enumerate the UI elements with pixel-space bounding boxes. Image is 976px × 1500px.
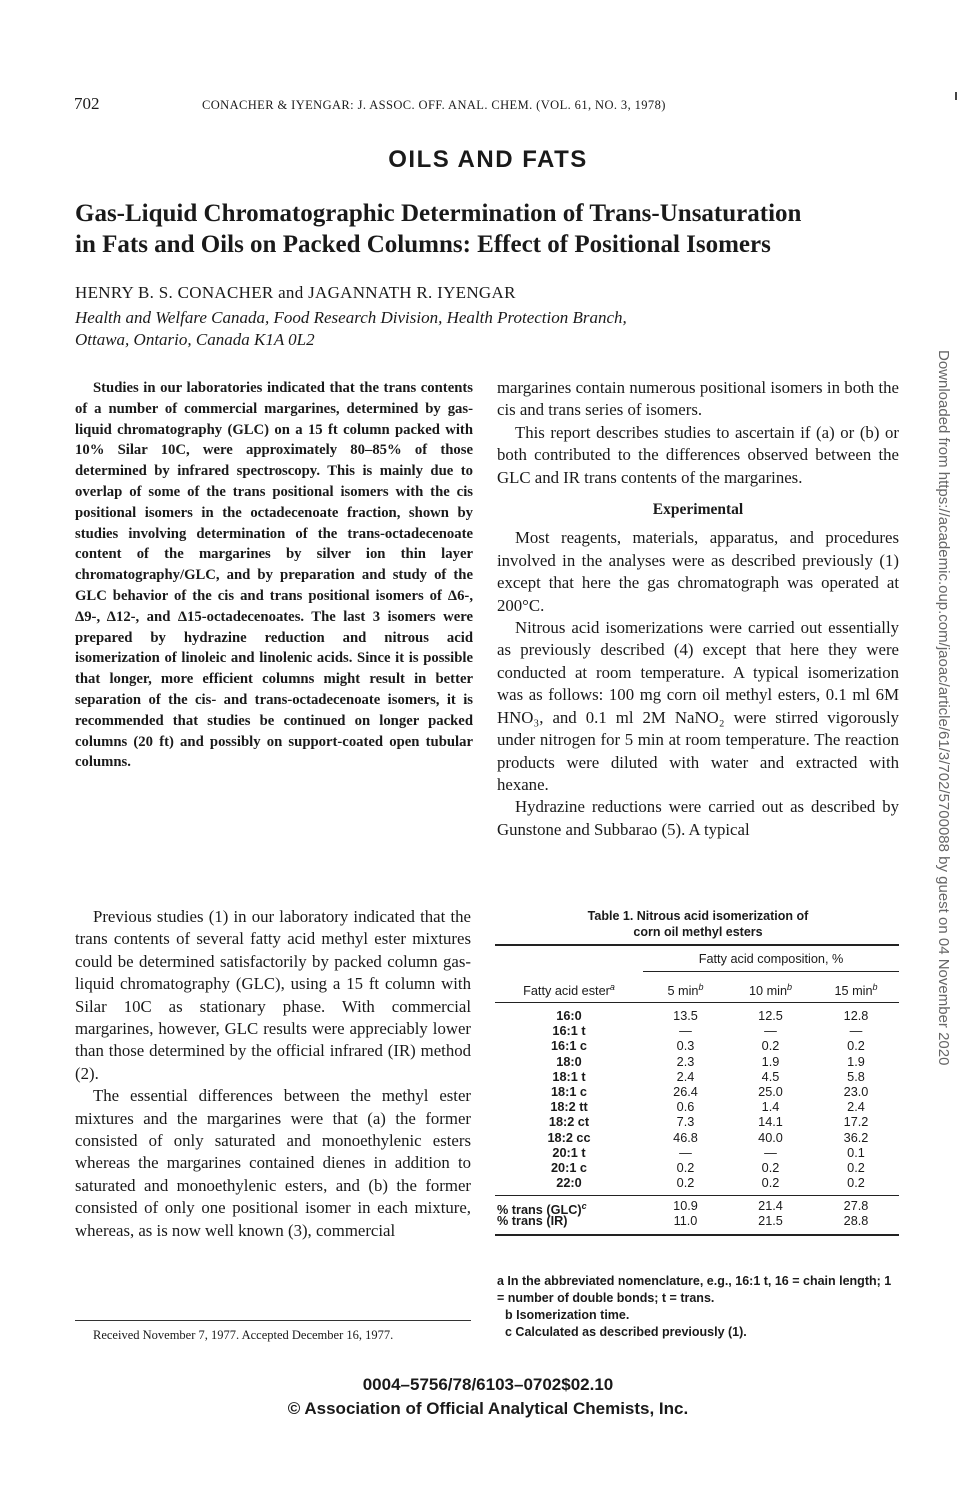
table-cell: 12.8 [843, 1009, 869, 1023]
footnote-mark: b [787, 982, 793, 992]
col-header-text: 15 min [834, 984, 873, 999]
col-header-5min [643, 972, 728, 1002]
table-row [495, 1176, 899, 1191]
table-cell: 1.9 [761, 1054, 780, 1069]
row-label: 18:2 ct [548, 1115, 590, 1130]
table-cell: 0.2 [676, 1160, 695, 1175]
body-paragraph: Nitrous acid isomerizations were carried out essentially as previously described (4) except that here they were conducted at room temperature. A typical isomerization was as follows: 100 mg corn oil methyl esters, 0.1 ml 6M HNO₃, and 0.1 ml 2M NaNO₂ were stirred vigorously under nitrogen for 5 min at room temperature. The reaction products were diluted with water and extracted with hexane. [497, 618, 899, 794]
summary-row [495, 1214, 899, 1229]
table-cell: 10.9 [673, 1199, 698, 1214]
table-row [495, 1009, 899, 1024]
col-header-15min [813, 972, 899, 1002]
table-cell: 0.2 [761, 1176, 780, 1191]
table-cell: 36.2 [843, 1130, 869, 1145]
row-label: 16:1 c [551, 1039, 587, 1054]
body-paragraph: This report describes studies to ascertain if (a) or (b) or both contributed to the differences observed between the GLC and IR trans contents of the margarines. [497, 422, 899, 487]
table-row [495, 1055, 899, 1070]
table-cell: 0.2 [847, 1176, 865, 1191]
table-cell: 25.0 [758, 1084, 783, 1099]
table-cell: 7.3 [676, 1115, 695, 1130]
table-cell: 0.2 [847, 1039, 865, 1054]
row-label: 20:1 c [551, 1160, 587, 1175]
table-row [495, 1161, 899, 1176]
footnote-b: b Isomerization time. [505, 1308, 630, 1322]
margin-tick [955, 92, 957, 100]
table-cell: — [679, 1024, 692, 1039]
received-note: Received November 7, 1977. Accepted December 16, 1977. [93, 1328, 394, 1342]
table-cell: — [764, 1145, 777, 1160]
row-label: 18:0 [556, 1054, 582, 1069]
footnote-mark: a [609, 982, 615, 992]
table-cell: 2.3 [676, 1054, 695, 1069]
table-cell: 0.2 [761, 1039, 780, 1054]
col-header-ester-text: Fatty acid ester [523, 984, 610, 999]
row-label: 20:1 t [552, 1145, 586, 1160]
col-header-ester [495, 972, 643, 1002]
publication-info [0, 1373, 976, 1421]
table-cell: 23.0 [843, 1084, 869, 1099]
table-row [495, 1100, 899, 1115]
footnote-mark: b [872, 982, 878, 992]
table-cell: 0.2 [676, 1176, 695, 1191]
body-paragraph: Most reagents, materials, apparatus, and procedures involved in the analyses were as described previously (1) except that here the gas chromatograph was operated at 200°C. [497, 528, 899, 615]
table-row [495, 1146, 899, 1161]
download-watermark [930, 350, 952, 1170]
row-label: 22:0 [556, 1176, 582, 1191]
table-cell: 2.4 [847, 1100, 865, 1115]
table-row [495, 1115, 899, 1130]
table-cell: 0.2 [847, 1160, 865, 1175]
table-cell: 28.8 [843, 1214, 869, 1229]
table-cell: 0.6 [676, 1100, 695, 1115]
table-cell: 21.5 [758, 1214, 783, 1229]
data-table [495, 944, 899, 1236]
footnote-a: a In the abbreviated nomenclature, e.g., 16:1 t, 16 = chain length; 1 = number of double bonds; t = trans. [497, 1274, 892, 1305]
row-label: % trans (GLC)$^c$ [497, 1201, 587, 1218]
body-paragraph: Hydrazine reductions were carried out as described by Gunstone and Subbarao (5). A typical [497, 797, 899, 839]
row-label: 18:1 t [552, 1069, 586, 1084]
watermark-text: Downloaded from https://academic.oup.com/jaoac/article/61/3/702/5700088 by guest on 04 November 2020 [935, 350, 952, 1066]
row-label: 18:2 cc [547, 1130, 591, 1145]
authors: HENRY B. S. CONACHER and JAGANNATH R. IYENGAR [75, 283, 516, 302]
table-cell: 17.2 [843, 1115, 869, 1130]
footnote-c: c Calculated as described previously (1). [505, 1325, 747, 1339]
table-row [495, 1085, 899, 1100]
body-paragraph: Previous studies (1) in our laboratory indicated that the trans contents of several fatty acid methyl ester mixtures could be determined satisfactorily by packed column gas-liquid chromatography (GLC), using a 15 ft column with Silar 10C as stationary phase. With commercial margarines, however, GLC results were appreciably lower than those determined by the official infrared (IR) method (2). [75, 907, 471, 1083]
table-row [495, 1024, 899, 1039]
table-cell: 1.4 [761, 1100, 780, 1115]
table-cell: 0.3 [676, 1039, 695, 1054]
table-body [495, 1003, 899, 1195]
table-header-row [495, 972, 899, 1002]
body-paragraph: margarines contain numerous positional isomers in both the cis and trans series of isomers. [497, 378, 899, 420]
copyright: © Association of Official Analytical Chemists, Inc. [287, 1399, 689, 1418]
table-row [495, 1039, 899, 1054]
table-caption-line-2: corn oil methyl esters [633, 925, 763, 939]
running-head: CONACHER & IYENGAR: J. ASSOC. OFF. ANAL. CHEM. (VOL. 61, NO. 3, 1978) [202, 98, 666, 112]
table-cell: 2.4 [676, 1069, 695, 1084]
table-span-header-row [495, 946, 899, 972]
footnote-mark: b [698, 982, 704, 992]
row-label: 16:0 [556, 1009, 582, 1023]
table-cell: 27.8 [843, 1199, 869, 1214]
row-label: % trans (IR) [497, 1214, 568, 1229]
table-cell: — [679, 1145, 692, 1160]
table-caption-line-1: Table 1. Nitrous acid isomerization of [587, 909, 809, 923]
table-rule-bottom [495, 1234, 899, 1236]
experimental-heading: Experimental [652, 501, 744, 519]
left-body [75, 906, 471, 1242]
table-caption [497, 908, 899, 940]
page-number: 702 [74, 94, 100, 113]
table-cell: 12.5 [758, 1009, 783, 1023]
table-cell: 4.5 [761, 1069, 780, 1084]
table-summary [495, 1196, 899, 1233]
table-cell: 11.0 [673, 1214, 698, 1229]
table-cell: 46.8 [673, 1130, 698, 1145]
row-label: 16:1 t [552, 1024, 586, 1039]
table-cell: 13.5 [673, 1009, 698, 1023]
affiliation-line-2: Ottawa, Ontario, Canada K1A 0L2 [75, 330, 315, 349]
row-label: 18:2 tt [550, 1100, 588, 1115]
table-cell: 40.0 [758, 1130, 783, 1145]
footnote-mark: c [581, 1201, 587, 1212]
right-body [497, 377, 899, 841]
body-paragraph: The essential differences between the methyl ester mixtures and the margarines were that (a) the former consisted of only saturated and monoethylenic esters whereas the margarines contained dienes in addition to saturated and monoethylenic esters, and (b) the former consisted of only one positional isomer in each mixture, whereas, as is now well known (3), commercial [75, 1086, 471, 1240]
table-cell: 0.2 [761, 1160, 780, 1175]
span-header: Fatty acid composition, % [643, 946, 899, 972]
table-row [495, 1070, 899, 1085]
summary-row [495, 1199, 899, 1218]
table-cell: 5.8 [847, 1069, 865, 1084]
table-cell: 1.9 [847, 1054, 865, 1069]
footnote-rule [75, 1320, 471, 1321]
title-line-1: Gas-Liquid Chromatographic Determination of Trans-Unsaturation [75, 200, 802, 227]
title-line-2: in Fats and Oils on Packed Columns: Effect of Positional Isomers [75, 231, 771, 258]
section-title: OILS AND FATS [388, 146, 588, 173]
table-cell: — [849, 1024, 863, 1039]
article-title [75, 198, 915, 260]
table-cell: 26.4 [673, 1084, 698, 1099]
table-row [495, 1131, 899, 1146]
table-cell: 0.1 [847, 1145, 865, 1160]
col-header-text: 10 min [748, 984, 788, 999]
table-cell: 14.1 [758, 1115, 783, 1130]
table-footnotes [497, 1273, 901, 1341]
abstract: Studies in our laboratories indicated that the trans contents of a number of commercial margarines, determined by gas-liquid chromatography (GLC) on a 15 ft column packed with 10% Silar 10C, were approximately 80–85% of those determined by infrared spectroscopy. This is mainly due to overlap of some of the trans positional isomers with the cis positional isomers in the octadecenoate fraction, shown by studies involving determination of the trans-octadecenoate content of the margarines by silver ion thin layer chromatography/GLC, and by preparation and study of the GLC behavior of the cis and trans positional isomers of Δ6-, Δ9-, Δ12-, and Δ15-octadecenoates. The last 3 isomers were prepared by hydrazine reduction and nitrous acid isomerization of linoleic and linolenic acids. Since it is possible that longer, more efficient columns might result in better separation of the cis- and trans-octadecenoate isomers, it is recommended that studies be continued on longer packed columns (20 ft) and possibly on support-coated open tubular columns. [75, 380, 473, 771]
affiliation-line-1: Health and Welfare Canada, Food Research Division, Health Protection Branch, [75, 308, 627, 327]
issn-code: 0004–5756/78/6103–0702$02.10 [362, 1375, 614, 1394]
table-cell: — [764, 1024, 777, 1039]
col-header-text: 5 min [667, 984, 699, 999]
row-label: 18:1 c [551, 1084, 587, 1099]
table-cell: 21.4 [758, 1199, 783, 1214]
affiliation [75, 307, 627, 351]
col-header-10min [728, 972, 813, 1002]
